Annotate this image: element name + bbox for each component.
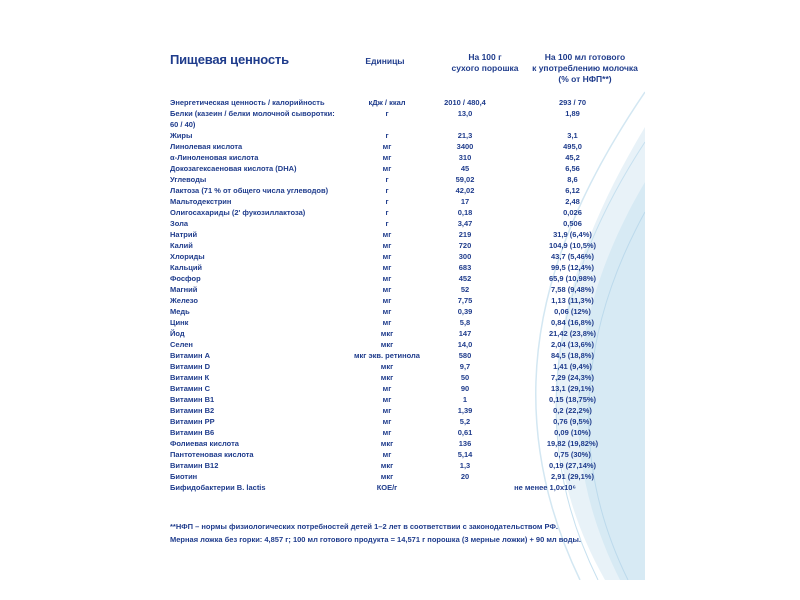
per-100ml-header-line: На 100 мл готового — [544, 52, 626, 62]
nutrient-name: Витамин В2 — [170, 406, 215, 415]
value-per-100g: 147 — [458, 329, 472, 338]
value-per-100ml: 6,56 — [565, 164, 580, 173]
nutrient-unit: мг — [382, 384, 392, 393]
table-row — [170, 394, 635, 405]
nutrient-name: Фолиевая кислота — [170, 439, 239, 448]
value-per-100ml: 2,48 — [565, 197, 580, 206]
nutrient-name: Лактоза (71 % от общего числа углеводов) — [170, 186, 329, 195]
nutrient-unit: г — [385, 208, 389, 217]
table-row — [170, 383, 635, 394]
table-row — [170, 229, 635, 240]
nutrient-unit: мкг — [380, 373, 394, 382]
nutrient-name: Фосфор — [170, 274, 201, 283]
nutrient-unit: мкг — [380, 340, 394, 349]
nutrient-unit: мг — [382, 230, 392, 239]
nutrient-name: Натрий — [170, 230, 198, 239]
nutrient-unit: мг — [382, 252, 392, 261]
nutrient-name: Витамин К — [170, 373, 210, 382]
table-row — [170, 141, 635, 152]
table-row — [170, 328, 635, 339]
table-row — [170, 372, 635, 383]
table-row — [170, 174, 635, 185]
table-row — [170, 361, 635, 372]
nutrient-unit: мг — [382, 164, 392, 173]
nutrient-unit: мг — [382, 417, 392, 426]
value-per-100g: 3,47 — [457, 219, 473, 228]
nutrient-name: α-Линоленовая кислота — [170, 153, 259, 162]
nutrient-name: Биотин — [170, 472, 198, 481]
nutrient-unit: г — [385, 175, 389, 184]
nutrient-name: Жиры — [170, 131, 193, 140]
value-per-100ml: 0,2 (22,2%) — [553, 406, 592, 415]
table-row — [170, 438, 635, 449]
value-per-100ml: 0,09 (10%) — [554, 428, 591, 437]
units-column-header: Единицы — [365, 56, 405, 66]
value-per-100ml: 2,91 (29,1%) — [551, 472, 594, 481]
table-row — [170, 218, 635, 229]
value-per-100g: 1,3 — [459, 461, 471, 470]
value-per-100g: 59,02 — [455, 175, 475, 184]
nutrient-name: Селен — [170, 340, 193, 349]
value-per-100g: 0,39 — [457, 307, 473, 316]
nutrient-name: Пантотеновая кислота — [170, 450, 254, 459]
nutrient-name: Витамин В6 — [170, 428, 215, 437]
nutrient-name: Линолевая кислота — [170, 142, 243, 151]
value-per-100ml: 21,42 (23,8%) — [548, 329, 597, 338]
value-per-100ml: 8,6 — [567, 175, 578, 184]
nutrient-unit: КОЕ/г — [376, 483, 398, 492]
nutrient-value-merged: не менее 1,0x10⁶ — [514, 483, 576, 492]
value-per-100g: 9,7 — [459, 362, 471, 371]
value-per-100g: 14,0 — [457, 340, 473, 349]
table-row — [170, 97, 635, 108]
value-per-100g: 50 — [460, 373, 470, 382]
nutrient-name: Витамин РР — [170, 417, 215, 426]
value-per-100g: 45 — [460, 164, 470, 173]
value-per-100g: 720 — [458, 241, 472, 250]
nutrient-name: Витамин А — [170, 351, 211, 360]
page-title: Пищевая ценность — [170, 52, 289, 67]
nutrient-unit: кДж / ккал — [368, 98, 406, 107]
value-per-100ml: 19,82 (19,82%) — [546, 439, 599, 448]
table-row — [170, 185, 635, 196]
value-per-100g: 17 — [460, 197, 470, 206]
value-per-100ml: 7,58 (9,48%) — [551, 285, 594, 294]
table-row — [170, 405, 635, 416]
table-row — [170, 339, 635, 350]
nutrient-name: Витамин В12 — [170, 461, 219, 470]
value-per-100ml: 0,76 (9,5%) — [553, 417, 592, 426]
table-row — [170, 416, 635, 427]
value-per-100g: 683 — [458, 263, 472, 272]
table-row — [170, 295, 635, 306]
nutrient-name: Йод — [170, 329, 185, 338]
nutrient-name: Медь — [170, 307, 190, 316]
value-per-100ml: 31,9 (6,4%) — [553, 230, 592, 239]
value-per-100g: 42,02 — [455, 186, 475, 195]
footnote-scoop: Мерная ложка без горки: 4,857 г; 100 мл готового продукта = 14,571 г порошка (3 мерные ложки) + 90 мл воды. — [170, 535, 582, 544]
value-per-100g: 52 — [460, 285, 470, 294]
value-per-100ml: 99,5 (12,4%) — [551, 263, 594, 272]
value-per-100g: 7,75 — [457, 296, 473, 305]
nutrition-panel — [150, 32, 645, 580]
nutrient-unit: мкг — [380, 439, 394, 448]
value-per-100ml: 0,84 (16,8%) — [551, 318, 594, 327]
value-per-100g: 90 — [460, 384, 470, 393]
nutrient-unit: мг — [382, 450, 392, 459]
nutrient-name: Энергетическая ценность / калорийность — [170, 98, 325, 107]
nutrient-name: Витамин С — [170, 384, 211, 393]
table-row — [170, 108, 635, 130]
value-per-100ml: 45,2 — [565, 153, 580, 162]
per-100ml-header-line: (% от НФП**) — [558, 74, 612, 84]
value-per-100g: 0,18 — [457, 208, 473, 217]
nutrient-unit: г — [385, 197, 389, 206]
table-row — [170, 284, 635, 295]
table-row — [170, 482, 635, 493]
nutrient-name: Железо — [170, 296, 198, 305]
value-per-100ml: 6,12 — [565, 186, 580, 195]
nutrient-unit: г — [385, 131, 389, 140]
nutrient-name: Зола — [170, 219, 189, 228]
value-per-100ml: 0,75 (30%) — [554, 450, 591, 459]
value-per-100g: 580 — [458, 351, 472, 360]
per-100ml-column-header — [525, 52, 645, 85]
nutrient-name: Цинк — [170, 318, 189, 327]
value-per-100g: 5,14 — [457, 450, 473, 459]
nutrient-unit: мкг — [380, 472, 394, 481]
value-per-100ml: 7,29 (24,3%) — [551, 373, 594, 382]
value-per-100g: 21,3 — [457, 131, 473, 140]
table-row — [170, 240, 635, 251]
nutrient-unit: мг — [382, 406, 392, 415]
value-per-100g: 300 — [458, 252, 472, 261]
value-per-100ml: 3,1 — [567, 131, 578, 140]
nutrient-name: Бифидобактерии B. lactis — [170, 483, 266, 492]
value-per-100g: 310 — [458, 153, 472, 162]
value-per-100g: 20 — [460, 472, 470, 481]
nutrient-unit: мг — [382, 142, 392, 151]
nutrient-unit: мг — [382, 153, 392, 162]
nutrient-name: Магний — [170, 285, 198, 294]
table-row — [170, 350, 635, 361]
per-100g-header-line: На 100 г — [468, 52, 502, 62]
nutrient-unit: мг — [382, 296, 392, 305]
value-per-100g: 1 — [462, 395, 468, 404]
table-row — [170, 449, 635, 460]
value-per-100g: 136 — [458, 439, 472, 448]
value-per-100ml: 0,506 — [563, 219, 582, 228]
value-per-100ml: 0,026 — [563, 208, 582, 217]
table-row — [170, 207, 635, 218]
nutrient-name: Углеводы — [170, 175, 207, 184]
nutrient-unit: мг — [382, 241, 392, 250]
value-per-100g: 13,0 — [457, 109, 473, 118]
table-row — [170, 251, 635, 262]
nutrient-unit: мг — [382, 263, 392, 272]
table-row — [170, 196, 635, 207]
table-row — [170, 471, 635, 482]
value-per-100ml: 0,15 (18,75%) — [548, 395, 597, 404]
nutrient-unit: мг — [382, 318, 392, 327]
nutrient-name: Кальций — [170, 263, 203, 272]
per-100ml-header-line: к употреблению молочка — [532, 63, 638, 73]
nutrient-unit: мг — [382, 428, 392, 437]
footnotes — [170, 520, 640, 546]
nutrient-unit: мкг — [380, 362, 394, 371]
per-100g-column-header — [440, 52, 530, 74]
nutrient-name: Олигосахариды (2' фукозиллактоза) — [170, 208, 306, 217]
table-row — [170, 460, 635, 471]
value-per-100ml: 43,7 (5,46%) — [551, 252, 594, 261]
value-per-100g: 2010 / 480,4 — [444, 98, 486, 107]
table-row — [170, 152, 635, 163]
table-row — [170, 427, 635, 438]
value-per-100ml: 495,0 — [563, 142, 582, 151]
value-per-100ml: 84,5 (18,8%) — [551, 351, 594, 360]
nutrient-unit: г — [385, 186, 389, 195]
nutrient-name: Витамин В1 — [170, 395, 215, 404]
value-per-100ml: 293 / 70 — [558, 98, 587, 107]
footnote-norms: **НФП – нормы физиологических потребностей детей 1–2 лет в соответствии с законодательством РФ. — [170, 522, 558, 531]
value-per-100g: 5,8 — [459, 318, 471, 327]
value-per-100g: 3400 — [456, 142, 474, 151]
table-row — [170, 317, 635, 328]
value-per-100ml: 13,1 (29,1%) — [551, 384, 594, 393]
table-row — [170, 163, 635, 174]
value-per-100g: 219 — [458, 230, 472, 239]
value-per-100g: 5,2 — [459, 417, 471, 426]
value-per-100g: 452 — [458, 274, 472, 283]
nutrient-name: Хлориды — [170, 252, 205, 261]
value-per-100ml: 104,9 (10,5%) — [548, 241, 597, 250]
value-per-100g: 1,39 — [457, 406, 473, 415]
value-per-100ml: 2,04 (13,6%) — [551, 340, 594, 349]
nutrient-unit: мкг экв. ретинола — [354, 351, 420, 360]
nutrient-unit: г — [385, 109, 389, 118]
nutrient-name: Калий — [170, 241, 193, 250]
value-per-100ml: 1,41 (9,4%) — [553, 362, 592, 371]
value-per-100ml: 1,13 (11,3%) — [551, 296, 594, 305]
nutrient-name: Белки (казеин / белки молочной сыворотки: 60 / 40) — [170, 109, 335, 129]
table-row — [170, 262, 635, 273]
per-100g-header-line: сухого порошка — [451, 63, 519, 73]
nutrient-unit: мг — [382, 274, 392, 283]
table-row — [170, 273, 635, 284]
value-per-100ml: 65,9 (10,98%) — [548, 274, 597, 283]
nutrient-unit: мкг — [380, 329, 394, 338]
nutrition-table — [170, 97, 635, 493]
nutrient-name: Мальтодекстрин — [170, 197, 232, 206]
nutrient-unit: мкг — [380, 461, 394, 470]
nutrient-name: Витамин D — [170, 362, 211, 371]
value-per-100ml: 0,06 (12%) — [554, 307, 591, 316]
nutrient-name: Докозагексаеновая кислота (DHA) — [170, 164, 297, 173]
value-per-100g: 0,61 — [457, 428, 473, 437]
nutrient-unit: мг — [382, 395, 392, 404]
table-row — [170, 130, 635, 141]
value-per-100ml: 1,89 — [565, 109, 580, 118]
nutrient-unit: мг — [382, 307, 392, 316]
nutrient-unit: мг — [382, 285, 392, 294]
nutrient-unit: г — [385, 219, 389, 228]
value-per-100ml: 0,19 (27,14%) — [548, 461, 597, 470]
table-row — [170, 306, 635, 317]
